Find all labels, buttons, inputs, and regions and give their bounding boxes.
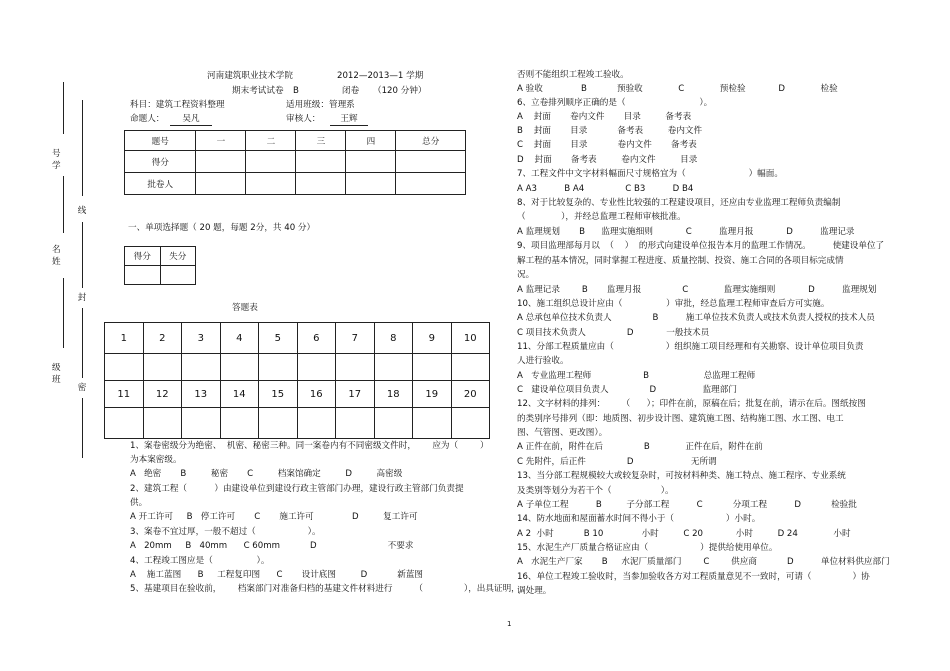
answer-cell[interactable] (336, 354, 375, 381)
score-cell[interactable] (396, 151, 466, 173)
answer-cell[interactable] (105, 408, 144, 439)
right-question-line: A 2 小时 B 10 小时 C 20 小时 D 24 小时 (517, 529, 851, 539)
right-question-line: 及类别等划分为若干个（ ）。 (517, 486, 674, 496)
right-question-line: A 专业监理工程师 B 总监理工程师 (517, 371, 756, 381)
answer-cell[interactable] (413, 354, 452, 381)
section-score-table (124, 246, 196, 285)
right-question-line: 11、分部工程质量应由（ ）组织施工项目经理和有关勘察、设计单位项目负责 (517, 342, 864, 352)
binding-seal-char: 封 (77, 293, 87, 303)
right-question-line: D 封面 备考表 卷内文件 目录 (517, 155, 698, 165)
score-header-cell: 二 (246, 131, 296, 151)
right-question-line: 图、气管图、更改图）。 (517, 428, 608, 438)
answer-cell[interactable] (413, 408, 452, 439)
binding-line-char: 线 (77, 206, 87, 216)
right-question-line: 6、立卷排列顺序正确的是（ ）。 (517, 98, 713, 108)
right-question-line: A 总承包单位技术负责人 B 施工单位技术负责人或技术负责人授权的技术人员 (517, 313, 875, 323)
right-question-line: 调处理。 (517, 586, 552, 596)
right-question-line: C 先附件，后正件 D 无所谓 (517, 457, 717, 467)
right-question-line: 的类别序号排列（即：地质图、初步设计图、建筑施工图、结构施工图、水工图、电工 (517, 414, 844, 424)
score-header-cell: 一 (196, 131, 246, 151)
right-question-line: A 监理规划 B 监理实施细则 C 监理月报 D 监理记录 (517, 227, 855, 237)
answer-cell[interactable] (220, 354, 259, 381)
answer-number: 10 (451, 323, 490, 354)
exam-term: 2012—2013—1 学期 (337, 71, 424, 81)
answer-cell[interactable] (451, 408, 490, 439)
right-question-line: A 监理记录 B 监理月报 C 监理实施细则 D 监理规划 (517, 285, 877, 295)
answer-number: 11 (105, 381, 144, 408)
grader-cell[interactable] (396, 173, 466, 195)
answer-cell[interactable] (336, 408, 375, 439)
question-line: 5、基建项目在验收前， 档案部门对准备归档的基建文件材料进行 （ ），出具证明， (130, 584, 520, 594)
option-line: A 施工蓝图 B 工程复印图 C 设计底图 D 新蓝图 (130, 570, 424, 580)
score-header-cell: 总分 (396, 131, 466, 151)
score-header-cell: 四 (346, 131, 396, 151)
paper-type: B (293, 86, 299, 96)
answer-number: 20 (451, 381, 490, 408)
margin-line (63, 278, 64, 348)
section-lost-label: 失分 (160, 247, 196, 266)
score-cell[interactable] (196, 151, 246, 173)
right-question-line: 况。 (517, 270, 535, 280)
margin-line (63, 176, 64, 233)
right-question-line: A 水泥生产厂家 B 水泥厂质量部门 C 供应商 D 单位材料供应部门 (517, 557, 890, 567)
answer-number: 16 (297, 381, 336, 408)
option-line: A 绝密 B 秘密 C 档案馆确定 D 高密级 (130, 469, 403, 479)
answer-cell[interactable] (451, 354, 490, 381)
margin-line (63, 82, 64, 134)
exam-title: 期末考试试卷 (232, 86, 284, 96)
exam-duration: （120 分钟） (373, 86, 427, 96)
answer-number: 3 (182, 323, 221, 354)
right-question-line: A A3 B A4 C B3 D B4 (517, 184, 694, 194)
answer-cell[interactable] (259, 408, 298, 439)
right-question-line: 10、施工组织总设计应由（ ）审批，经总监理工程师审查后方可实施。 (517, 299, 830, 309)
answer-cell[interactable] (259, 354, 298, 381)
right-question-line: 8、对于比较复杂的、专业性比较强的工程建设项目，还应由专业监理工程师负责编制 (517, 198, 841, 208)
subject: 科目：建筑工程资料整理 (130, 100, 225, 110)
section-score-label: 得分 (125, 247, 161, 266)
option-line: A 开工许可 B 停工许可 C 施工许可 D 复工许可 (130, 512, 418, 522)
right-question-line: 人进行验收。 (517, 356, 569, 366)
answer-cell[interactable] (182, 354, 221, 381)
right-question-line: A 正件在前，附件在后 B 正件在后，附件在前 (517, 442, 763, 452)
right-question-line: 12、文字材料的排列： （ ）；印件在前，原稿在后；批复在前，请示在后。图纸按图 (517, 399, 866, 409)
right-question-line: 14、防水地面和屋面蓄水时间不得小于（ ）小时。 (517, 514, 761, 524)
answer-cell[interactable] (143, 408, 182, 439)
margin-class-label: 级 班 (52, 363, 61, 385)
answer-cell[interactable] (297, 408, 336, 439)
right-question-line: A 验收 B 预验收 C 预检验 D 检验 (517, 84, 838, 94)
score-cell[interactable] (346, 151, 396, 173)
binding-line (82, 398, 83, 458)
score-cell[interactable] (246, 151, 296, 173)
question-line: 3、案卷不宜过厚，一般不超过（ ）。 (130, 527, 321, 537)
answer-number: 6 (297, 323, 336, 354)
right-question-line: 解工程的基本情况，同时掌握工程进度、质量控制、投资、施工合同的各项目标完成情 (517, 256, 844, 266)
right-question-line: B 封面 目录 备考表 卷内文件 (517, 126, 703, 136)
option-line: A 20mm B 40mm C 60mm D 不要求 (130, 541, 414, 551)
binding-line (82, 308, 83, 378)
answer-cell[interactable] (374, 408, 413, 439)
answer-cell[interactable] (220, 408, 259, 439)
question-line: 4、工程竣工图应是（ ）。 (130, 556, 270, 566)
answer-number: 2 (143, 323, 182, 354)
answer-cell[interactable] (143, 354, 182, 381)
score-cell[interactable] (296, 151, 346, 173)
question-line: 2、建筑工程（ ）由建设单位到建设行政主管部门办理，建设行政主管部门负责提 (130, 484, 464, 494)
answer-cell[interactable] (297, 354, 336, 381)
score-table (124, 130, 466, 195)
reviewer-label: 审核人： (286, 114, 321, 124)
binding-line (82, 100, 83, 196)
score-header-cell: 题号 (125, 131, 196, 151)
grader-row-label: 批卷人 (125, 173, 196, 195)
grader-cell[interactable] (246, 173, 296, 195)
answer-number: 7 (336, 323, 375, 354)
right-question-line: 否则不能组织工程竣工验收。 (517, 70, 629, 80)
author-label: 命题人： (130, 114, 165, 124)
page-number: 1 (507, 620, 512, 628)
reviewer-name: 王辉 (330, 114, 368, 126)
question-line: 1、案卷密级分为绝密、 机密、秘密三种。同一案卷内有不同密级文件时， 应为（ ） (130, 441, 489, 451)
right-question-line: （ ），并经总监理工程师审核批准。 (517, 212, 686, 222)
answer-number: 14 (220, 381, 259, 408)
right-question-line: 13、当分部工程规模较大或较复杂时，可按材料种类、施工特点、施工程序、专业系统 (517, 471, 846, 481)
answer-number: 8 (374, 323, 413, 354)
class-scope: 适用班级：管理系 (286, 100, 355, 110)
answer-number: 9 (413, 323, 452, 354)
binding-secret-char: 密 (77, 383, 87, 393)
section-score-cell[interactable] (125, 266, 161, 285)
score-row-label: 得分 (125, 151, 196, 173)
answer-number: 17 (336, 381, 375, 408)
answer-cell[interactable] (105, 354, 144, 381)
right-question-line: C 建设单位项目负责人 D 监理部门 (517, 385, 737, 395)
answer-cell[interactable] (182, 408, 221, 439)
question-line: 为本案密级。 (130, 455, 182, 465)
question-line: 供。 (130, 498, 148, 508)
exam-mode: 闭卷 (342, 86, 360, 96)
section-lost-cell[interactable] (160, 266, 196, 285)
answer-number: 4 (220, 323, 259, 354)
answer-number: 5 (259, 323, 298, 354)
author-name: 吴凡 (170, 114, 212, 126)
right-question-line: 16、单位工程竣工验收时，当参加验收各方对工程质量意见不一致时，可请（ ）协 (517, 572, 870, 582)
answer-number: 19 (413, 381, 452, 408)
grader-cell[interactable] (346, 173, 396, 195)
right-question-line: C 项目技术负责人 D 一般技术员 (517, 328, 710, 338)
right-question-line: 7、工程文件中文字材料幅面尺寸规格宜为（ ）幅面。 (517, 169, 783, 179)
right-question-line: C 封面 目录 卷内文件 备考表 (517, 140, 697, 150)
right-question-line: 9、项目监理部每月以 （ ） 的形式向建设单位报告本月的监理工作情况。 使建设单位了 (517, 241, 885, 251)
answer-number: 12 (143, 381, 182, 408)
answer-number: 15 (259, 381, 298, 408)
section1-title: 一、单项选择题（ 20 题，每题 2分，共 40 分） (128, 223, 316, 233)
right-question-line: 15、水泥生产厂质量合格证应由（ ）提供给使用单位。 (517, 543, 778, 553)
answer-number: 13 (182, 381, 221, 408)
school-name: 河南建筑职业技术学院 (207, 71, 293, 81)
grader-cell[interactable] (196, 173, 246, 195)
answer-number: 18 (374, 381, 413, 408)
answer-cell[interactable] (374, 354, 413, 381)
right-question-line: A 子单位工程 B 子分部工程 C 分项工程 D 检验批 (517, 500, 857, 510)
score-header-cell: 三 (296, 131, 346, 151)
margin-student-id-label: 号 学 (52, 149, 61, 171)
margin-name-label: 名 姓 (52, 245, 61, 267)
answer-number: 1 (105, 323, 144, 354)
grader-cell[interactable] (296, 173, 346, 195)
right-question-line: A 封面 卷内文件 目录 备考表 (517, 112, 692, 122)
answer-table (104, 322, 490, 439)
binding-line (82, 222, 83, 288)
answer-table-title: 答题表 (232, 303, 258, 313)
